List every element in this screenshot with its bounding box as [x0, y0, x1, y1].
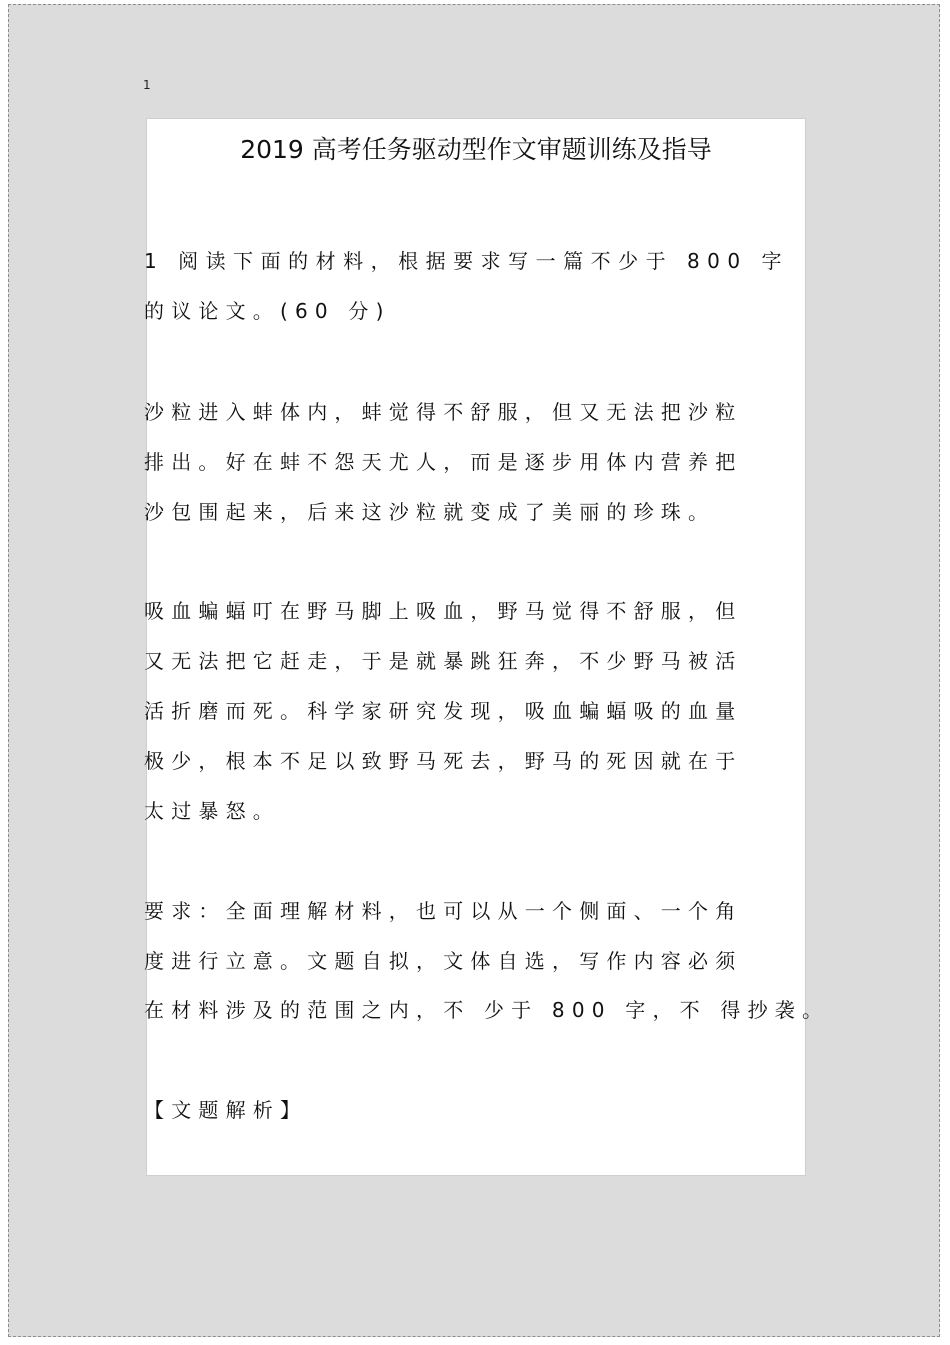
material-2-line: 太过暴怒。 [144, 799, 280, 823]
material-1-line: 沙包围起来，后来这沙粒就变成了美丽的珍珠。 [144, 500, 716, 524]
material-1-line: 排出。好在蚌不怨天尤人，而是逐步用体内营养把 [144, 450, 743, 474]
requirement-line: 在材料涉及的范围之内，不 少于 800 字，不 得抄袭。 [144, 998, 830, 1022]
material-1-line: 沙粒进入蚌体内，蚌觉得不舒服，但又无法把沙粒 [144, 400, 743, 424]
requirement-line: 要求：全面理解材料，也可以从一个侧面、一个角 [144, 899, 743, 923]
material-2-line: 活折磨而死。科学家研究发现，吸血蝙蝠吸的血量 [144, 699, 743, 723]
prompt-line: 的议论文。(60 分) [144, 299, 391, 323]
page-number: 1 [143, 78, 151, 92]
prompt-line: 1 阅读下面的材料，根据要求写一篇不少于 800 字 [144, 249, 789, 273]
section-heading: 【文题解析】 [144, 1098, 308, 1122]
material-2-line: 吸血蝙蝠叮在野马脚上吸血，野马觉得不舒服，但 [144, 599, 743, 623]
document-title: 2019 高考任务驱动型作文审题训练及指导 [240, 135, 712, 164]
material-2-line: 又无法把它赶走，于是就暴跳狂奔，不少野马被活 [144, 649, 743, 673]
material-2-line: 极少，根本不足以致野马死去，野马的死因就在于 [144, 749, 743, 773]
requirement-line: 度进行立意。文题自拟，文体自选，写作内容必须 [144, 949, 743, 973]
